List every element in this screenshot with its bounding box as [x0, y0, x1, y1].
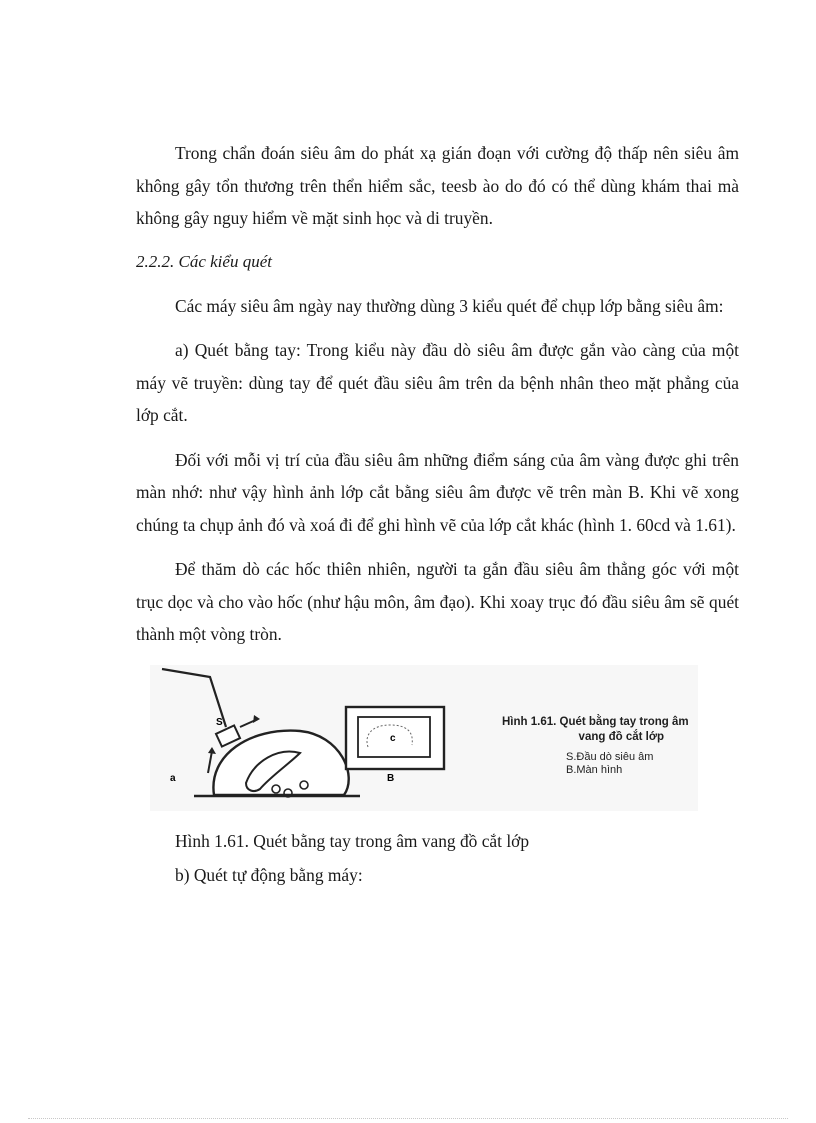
figure-legend	[566, 751, 653, 777]
probe-icon	[216, 725, 240, 746]
subsection-automatic-scan: b) Quét tự động bằng máy:	[175, 864, 363, 885]
figure-title	[502, 715, 689, 745]
page-content	[136, 137, 739, 891]
section-heading-scan-types: 2.2.2. Các kiểu quét	[136, 251, 272, 271]
legend-screen: B.Màn hình	[566, 763, 623, 776]
paragraph-scan-types-intro: Các máy siêu âm ngày nay thường dùng 3 kiểu quét để chụp lớp bằng siêu âm:	[175, 295, 724, 316]
scan-arrow-up-head	[208, 747, 216, 754]
figure-caption: Hình 1.61. Quét bằng tay trong âm vang đồ cắt lớp	[175, 830, 530, 851]
scan-arrow-up	[208, 751, 212, 773]
legend-probe: S.Đầu dò siêu âm	[566, 750, 654, 763]
paragraph-probe-position: Đối với mỗi vị trí của đầu siêu âm những điểm sáng của âm vàng được ghi trên màn nhớ: như vậy hình ảnh lớp cắt bằng siêu âm được vẽ trên màn B. Khi vẽ xong chúng ta chụp ảnh đó và xoá đi để ghi hình vẽ của lớp cắt khác (hình 1. 60cd và 1.61).	[136, 449, 739, 535]
figure-title-line2: vang đồ cắt lớp	[578, 730, 665, 743]
label-c: c	[390, 732, 396, 744]
paragraph-ultrasound-safety: Trong chẩn đoán siêu âm do phát xạ gián đoạn với cường độ thấp nên siêu âm không gây tổn thương trên thển hiểm sắc, teesb ào do đó có thể dùng khám thai mà không gây nguy hiểm về mặt sinh học và di truyền.	[136, 143, 739, 228]
scan-arrow-right-head	[253, 715, 260, 723]
label-s: S	[216, 716, 223, 728]
paragraph-manual-scan: a) Quét bằng tay: Trong kiểu này đầu dò siêu âm được gắn vào càng của một máy vẽ truyền: dùng tay để quét đầu siêu âm trên da bệnh nhân theo mặt phẳng của lớp cắt.	[136, 340, 739, 425]
figure-title-line1: Hình 1.61. Quét bằng tay trong âm	[502, 715, 689, 728]
label-a: a	[170, 772, 176, 784]
footer-divider	[28, 1118, 788, 1119]
label-b: B	[387, 772, 395, 784]
figure-manual-scan-diagram	[150, 665, 698, 811]
paragraph-cavity-probe: Để thăm dò các hốc thiên nhiên, người ta gắn đầu siêu âm thẳng góc với một trục dọc và cho vào hốc (như hậu môn, âm đạo). Khi xoay trục đó đầu siêu âm sẽ quét thành một vòng tròn.	[136, 559, 739, 644]
